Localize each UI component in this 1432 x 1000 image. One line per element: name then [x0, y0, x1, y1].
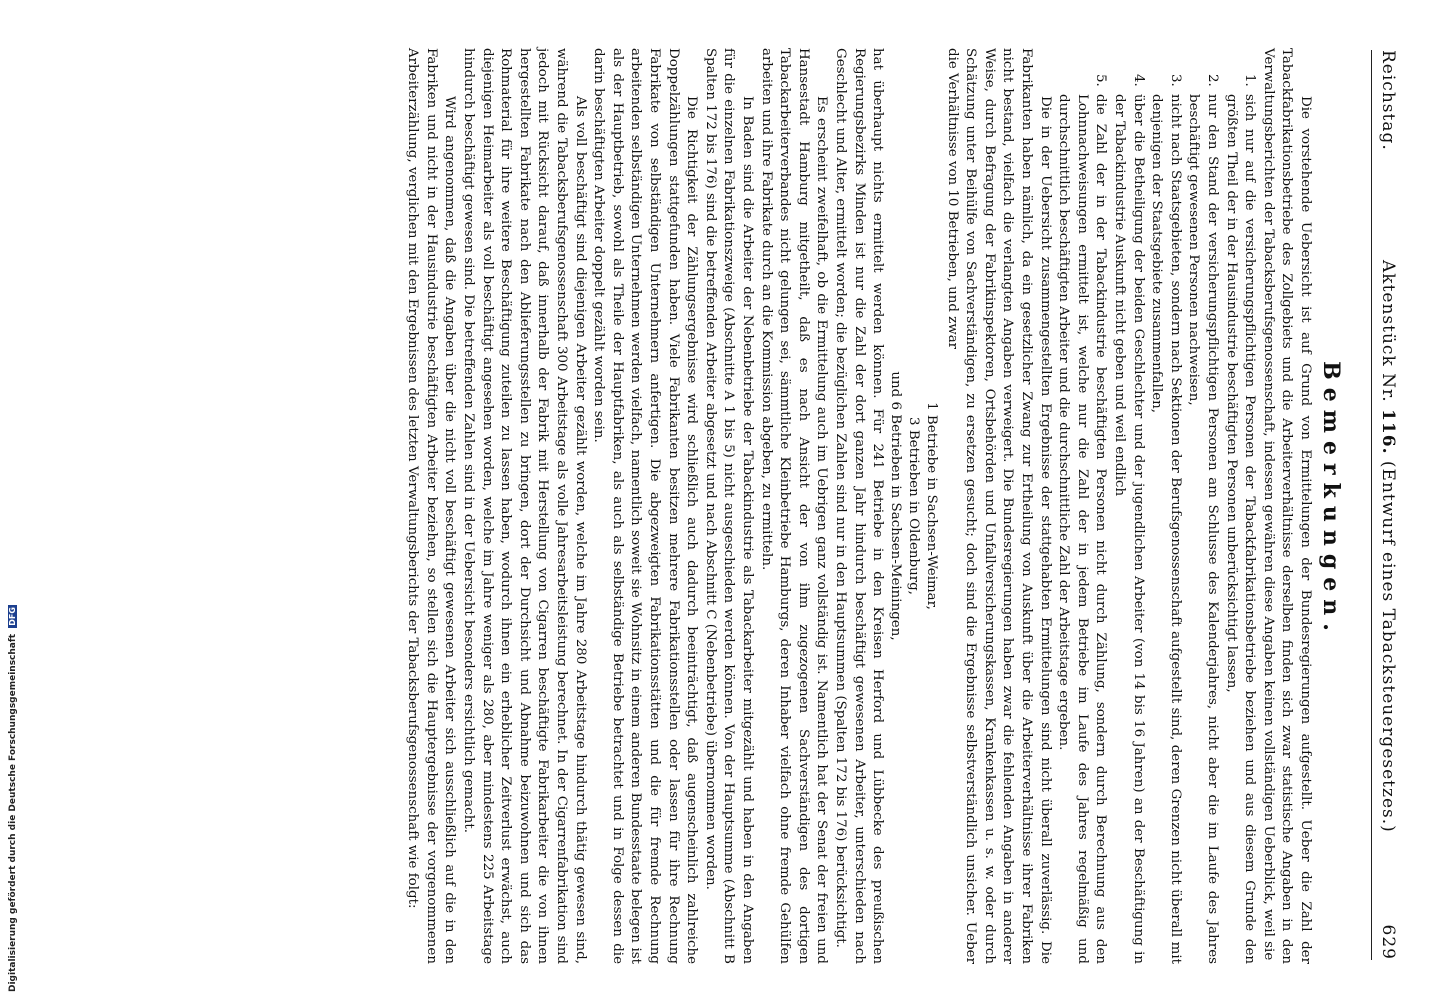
list-item: 4. über die Betheiligung der beiden Geschlechter und der jugendlichen Arbeiter (von 14 bis 16 Jahren) an der Beschäftigung in der Tabackindustrie Auskunft nicht geben und weil endlich [1112, 74, 1146, 964]
intro-paragraph: Die vorstehende Uebersicht ist auf Grund von Ermittelungen der Bundesregierungen aufgestellt. Ueber die Zahl der Tabackfabrikationsbetriebe des Zollgebiets und die Arbeiterverhältnisse derselben finden sich zwar statistische Angaben in den Verwaltungsberichten der Tabacksberufsgenossenschaft, indessen gewähren diese Angaben keinen vollständigen Ueberblick, weil sie [1260, 48, 1313, 964]
paragraph: Wird angenommen, daß die Angaben über die nicht voll beschäftigt gewesenen Arbeiter sich ausschließlich auf die in den Fabriken und nicht in der Hausindustrie beschäftigten Arbeiter beziehen, so stellen sich die Hauptergebnisse der vorgenommenen Arbeiterzählung, verglichen mit den Ergebnissen des letzten Verwaltungsberichts der Tabacksberufsgenossenschaft wie folgt: [405, 48, 458, 964]
digitization-note: Digitalisierung gefördert durch die Deutsche Forschungsgemeinschaft [8, 633, 18, 992]
paragraph: Es erscheint zweifelhaft, ob die Ermittelung auch im Uebrigen ganz vollständig ist. Namentlich hat der Senat der freien und Hansestadt Hamburg mitgetheilt, daß es nach Ansicht der von ihm zugezogenen Sachverständigen des dortigen Tabackarbeiterverbandes nicht gelungen sei, sämmtliche Kleinbetriebe Hamburgs, deren Inhaber vielfach ohne fremde Gehülfen arbeiten und ihre Fabrikate durch an die Kommission abgeben, zu ermitteln. [758, 48, 830, 964]
centered-line: 1 Betriebe in Sachsen-Weimar, [924, 402, 940, 610]
document-body [403, 48, 1314, 964]
paragraph: Die Richtigkeit der Zählungsergebnisse wird schließlich auch dadurch beeinträchtigt, daß augenscheinlich zahlreiche Doppelzählungen stattgefunden haben. Viele Fabrikanten besitzen mehrere Fabrikationsstellen oder lassen für ihre Rechnung Fabrikate von selbständigen Unternehmern anfertigen. Die abgezweigten Fabrikationsstätten und die für fremde Rechnung arbeitenden selbständigen Unternehmen werden vielfach, namentlich soweit sie Wohnsitz in einem anderen Bundesstaate belegen ist als der Hauptbetrieb, sowohl als Theile der Hauptfabriken, als auch als selbständige Betriebe betrachtet und in Folge dessen die darin beschäftigten Arbeiter doppelt gezählt worden sein. [591, 48, 700, 964]
page-number: 629 [1378, 924, 1398, 960]
paragraph: hat überhaupt nichts ermittelt werden können. Für 241 Betriebe in den Kreisen Herford und Lübbecke des preußischen Regierungsbezirks Minden ist nur die Zahl der dort ganzen Jahr hindurch beschäftigt gewesenen Arbeiter, unterschieden nach Geschlecht und Alter, ermittelt worden; die bezüglichen Zahlen sind nur in den Hauptsummen (Spalten 172 bis 176) berücksichtigt. [832, 48, 886, 964]
header-center [1378, 260, 1398, 833]
page-header [1374, 50, 1404, 960]
header-center-suffix: (Entwurf eines Tabacksteuergesetzes.) [1378, 460, 1398, 833]
dfg-logo: DFG [8, 607, 17, 626]
paragraph: Die in der Uebersicht zusammengestellten Ergebnisse der stattgehabten Ermittelungen sind nicht überall zuverlässig. Die Fabrikanten haben nämlich, da ein gesetzlicher Zwang zur Ertheilung von Auskunft über die Arbeiterverhältnisse ihrer Fabriken nicht bestand, vielfach die verlangten Angaben verweigert. Die Bundesregierungen haben zwar die fehlenden Angaben in anderer Weise, durch Befragung der Fabrikinspektoren, Ortsbehörden und Unfallversicherungskassen, Krankenkassen u. s. w. oder durch Schätzung unter Beihülfe von Sachverständigen, zu ersetzen gesucht; doch sind die Ergebnisse selbstverständlich unsicher. Ueber die Verhältnisse von 10 Betrieben, und zwar [944, 48, 1053, 964]
list-item: 2. nur den Stand der versicherungspflichtigen Personen am Schlusse des Kalenderjahres, nicht aber die im Laufe des Jahres beschäftigt gewesenen Personen nachweisen, [1186, 74, 1221, 964]
paragraph: Als voll beschäftigt sind diejenigen Arbeiter gezählt worden, welche im Jahre 280 Arbeitstage hindurch thätig gewesen sind, während die Tabacksberufsgenossenschaft 300 Arbeitstage als volle Jahresarbeitsleistung berechnet. In der Cigarrenfabrikation sind jedoch mit Rücksicht darauf, daß innerhalb der Fabrik mit Herstellung von Cigarren beschäftigte Fabrikarbeiter die von ihnen hergestellten Fabrikate nach den Ablieferungsstellen zu bringen, dort der Durchsicht und Abnahme beizuwohnen und sich das Rohmaterial für ihre weitere Beschäftigung zuteilen zu lassen haben, wodurch ihnen ein erheblicher Zeitverlust erwächst, auch diejenigen Heimarbeiter als voll beschäftigt angesehen worden, welche im Jahre weniger als 280, aber mindestens 225 Arbeitstage hindurch beschäftigt gewesen sind. Die betreffenden Zahlen sind in der Uebersicht besonders ersichtlich gemacht. [461, 48, 588, 964]
digitization-strip [4, 0, 18, 1000]
list-item: 5. die Zahl der in der Tabackindustrie beschäftigten Personen nicht durch Zählung, sondern durch Berechnung aus den Lohnnachweisungen ermittelt ist, welche nur die Zahl der in jedem Betriebe im Laufe des Jahres regelmäßig und durchschnittlich beschäftigten Arbeiter und die durchschnittliche Zahl der Arbeitstage ergeben. [1056, 74, 1109, 964]
list-item: 3. nicht nach Staatsgebieten, sondern nach Sektionen der Berufsgenossenschaft aufgestellt sind, deren Grenzen nicht überall mit denjenigen der Staatsgebiete zusammenfallen, [1149, 74, 1183, 964]
centered-list [886, 48, 940, 964]
section-title: Bemerkungen. [1318, 361, 1344, 639]
header-left: Reichstag. [1378, 50, 1398, 151]
header-center-prefix: Aktenstück Nr. [1378, 260, 1398, 403]
reasons-list [1054, 48, 1259, 964]
header-center-number: 116. [1378, 409, 1398, 455]
centered-line: und 6 Betrieben in Sachsen-Meiningen, [888, 371, 904, 641]
paragraph: In Baden sind die Arbeiter der Nebenbetriebe der Tabackindustrie als Tabackarbeiter mitgezählt und haben in den Angaben für die einzelnen Fabrikationszweige (Abschnitte A 1 bis 5) nicht ausgeschieden werden können. Von der Hauptsumme (Abschnitt B Spalten 172 bis 176) sind die betreffenden Arbeiter abgesetzt und nach Abschnitt C (Nebenbetriebe) übernommen worden. [702, 48, 755, 964]
centered-line: 3 Betrieben in Oldenburg, [906, 417, 922, 595]
list-item: 1. sich nur auf die versicherungspflichtigen Personen der Tabackfabrikationsbetriebe beziehen und aus diesem Grunde den größten Theil der in der Hausindustrie beschäftigten Personen unberücksichtigt lassen, [1223, 74, 1258, 964]
header-rule [1371, 50, 1372, 960]
